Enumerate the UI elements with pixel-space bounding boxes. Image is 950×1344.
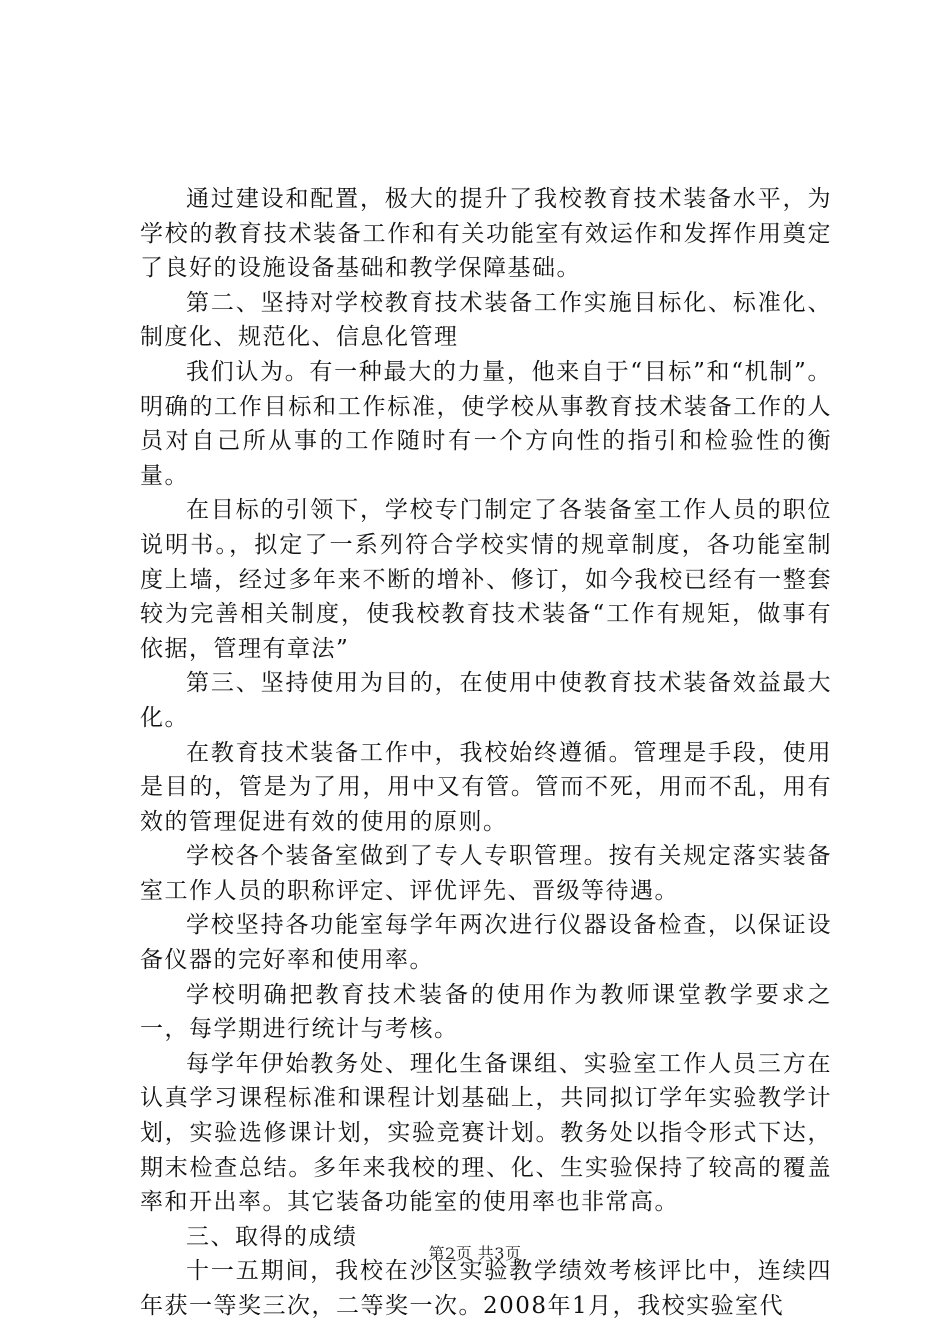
paragraph-awards: 十一五期间，我校在沙区实验教学绩效考核评比中，连续四年获一等奖三次，二等奖一次。2008年1月，我校实验室代 — [140, 1258, 832, 1319]
heading-third-point: 第三、坚持使用为目的，在使用中使教育技术装备效益最大化。 — [140, 670, 832, 731]
paragraph-experiment-plan: 每学年伊始教务处、理化生备课组、实验室工作人员三方在认真学习课程标准和课程计划基础上，共同拟订学年实验教学计划，实验选修课计划，实验竞赛计划。教务处以指令形式下达，期末检查总结。多年来我校的理、化、生实验保持了较高的覆盖率和开出率。其它装备功能室的使用率也非常高。 — [140, 1050, 832, 1216]
heading-second-point: 第二、坚持对学校教育技术装备工作实施目标化、标准化、制度化、规范化、信息化管理 — [140, 289, 832, 351]
paragraph-equipment-level: 通过建设和配置，极大的提升了我校教育技术装备水平，为学校的教育技术装备工作和有关功能室有效运作和发挥作用奠定了良好的设施设备基础和教学保障基础。 — [140, 186, 832, 282]
page-number-footer: 第2页 共3页 — [428, 1244, 522, 1263]
heading-achievements: 三、取得的成绩 — [186, 1223, 358, 1250]
paragraph-dedicated-staff: 学校各个装备室做到了专人专职管理。按有关规定落实装备室工作人员的职称评定、评优评先、晋级等待遇。 — [140, 843, 832, 904]
document-body — [140, 182, 832, 1324]
paragraph-regulations: 在目标的引领下，学校专门制定了各装备室工作人员的职位说明书。，拟定了一系列符合学校实情的规章制度，各功能室制度上墙，经过多年来不断的增补、修订，如今我校已经有一整套较为完善相关制度，使我校教育技术装备“工作有规矩，做事有依据，管理有章法” — [140, 497, 832, 662]
paragraph-teaching-requirement: 学校明确把教育技术装备的使用作为教师课堂教学要求之一，每学期进行统计与考核。 — [140, 981, 832, 1043]
paragraph-equipment-inspection: 学校坚持各功能室每学年两次进行仪器设备检查，以保证设备仪器的完好率和使用率。 — [140, 912, 832, 974]
paragraph-management-principle: 在教育技术装备工作中，我校始终遵循。管理是手段，使用是目的，管是为了用，用中又有管。管而不死，用而不乱，用有效的管理促进有效的使用的原则。 — [140, 739, 832, 835]
paragraph-goals-mechanism: 我们认为。有一种最大的力量，他来自于“目标”和“机制”。明确的工作目标和工作标准，使学校从事教育技术装备工作的人员对自己所从事的工作随时有一个方向性的指引和检验性的衡量。 — [140, 358, 832, 489]
